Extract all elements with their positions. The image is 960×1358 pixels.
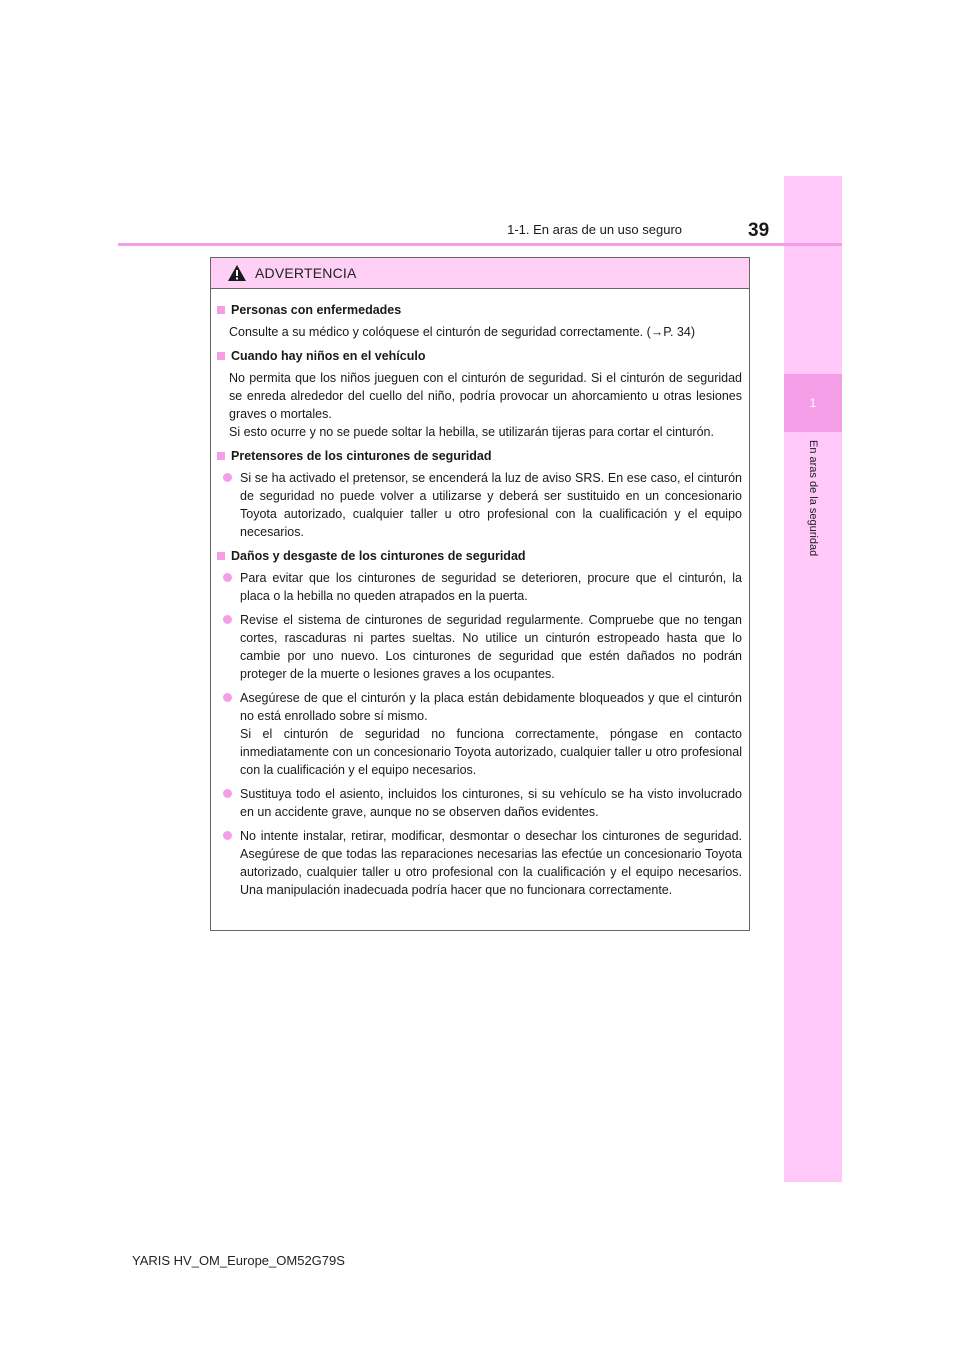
chapter-number-tab: [784, 374, 842, 432]
warning-triangle-icon: [227, 264, 247, 282]
list-item-line: Si el cinturón de seguridad no funciona correctamente, póngase en contacto inmediatamente con un concesionario Toyota autorizado, cualquier taller u otro profesional con la cualificación y el equipo necesarios.: [240, 727, 742, 777]
list-item-text: Revise el sistema de cinturones de seguridad regularmente. Compruebe que no tengan cortes, rascaduras ni partes sueltas. No utilice un cinturón estropeado hasta que lo cambie por uno nuevo. Los cinturones de seguridad que estén dañados no podrán proteger de la muerte o lesiones graves a los ocupantes.: [240, 613, 742, 681]
chapter-title-tab: [790, 440, 836, 580]
page-number: 39: [748, 220, 770, 241]
warning-section: [217, 447, 742, 541]
paragraph: Consulte a su médico y colóquese el cinturón de seguridad correctamente. (→P. 34): [229, 325, 695, 339]
warning-box: [210, 257, 750, 931]
section-title: [217, 547, 742, 565]
square-bullet-icon: [217, 552, 225, 560]
document-id: YARIS HV_OM_Europe_OM52G79S: [132, 1253, 345, 1268]
list-item: [217, 469, 742, 541]
chapter-title: En aras de la seguridad: [807, 440, 819, 557]
warning-header: [211, 258, 749, 289]
list-item-text: Sustituya todo el asiento, incluidos los cinturones, si su vehículo se ha visto involucrado en un accidente grave, aunque no se observen daños evidentes.: [240, 787, 742, 819]
paragraph-line: Si esto ocurre y no se puede soltar la hebilla, se utilizarán tijeras para cortar el cinturón.: [229, 425, 714, 439]
square-bullet-icon: [217, 306, 225, 314]
chapter-side-tab: [784, 176, 842, 1182]
section-title-text: Pretensores de los cinturones de seguridad: [231, 449, 492, 463]
list-item: [217, 689, 742, 779]
section-title: [217, 301, 742, 319]
header-divider: [118, 243, 842, 246]
chapter-number: 1: [809, 396, 817, 410]
list-item-text: No intente instalar, retirar, modificar, desmontar o desechar los cinturones de seguridad. Asegúrese de que todas las reparaciones necesarias las efectúe un concesionario Toyota autorizado, cualquier taller u otro profesional con la cualificación y el equipo necesarios. Una manipulación inadecuada podría hacer que no funcionara correctamente.: [240, 829, 742, 897]
round-bullet-icon: [223, 615, 232, 624]
paragraph: [229, 369, 742, 441]
round-bullet-icon: [223, 573, 232, 582]
round-bullet-icon: [223, 831, 232, 840]
list-item-text: Si se ha activado el pretensor, se encenderá la luz de aviso SRS. En ese caso, el cinturón de seguridad no puede volver a utilizarse y deberá ser sustituido en un concesionario Toyota autorizado, cualquier taller u otro profesional con la cualificación y el equipo necesarios.: [240, 471, 742, 539]
warning-title: ADVERTENCIA: [255, 265, 357, 281]
section-title-text: Daños y desgaste de los cinturones de seguridad: [231, 549, 526, 563]
square-bullet-icon: [217, 452, 225, 460]
list-item: [217, 569, 742, 605]
round-bullet-icon: [223, 693, 232, 702]
warning-section: [217, 301, 742, 341]
list-item: [217, 785, 742, 821]
warning-section: [217, 547, 742, 899]
section-title: [217, 347, 742, 365]
square-bullet-icon: [217, 352, 225, 360]
list-item: [217, 611, 742, 683]
section-title-text: Cuando hay niños en el vehículo: [231, 349, 426, 363]
list-item-line: Asegúrese de que el cinturón y la placa están debidamente bloqueados y que el cinturón no está enrollado sobre sí mismo.: [240, 691, 742, 723]
round-bullet-icon: [223, 789, 232, 798]
section-title: [217, 447, 742, 465]
round-bullet-icon: [223, 473, 232, 482]
section-title-text: Personas con enfermedades: [231, 303, 402, 317]
paragraph-line: No permita que los niños jueguen con el cinturón de seguridad. Si el cinturón de seguridad se enreda alrededor del cuello del niño, podría provocar un ahorcamiento u otras lesiones graves o mortales.: [229, 371, 742, 421]
warning-section: [217, 347, 742, 441]
list-item-text: Para evitar que los cinturones de seguridad se deterioren, procure que el cinturón, la placa o la hebilla no queden atrapados en la puerta.: [240, 571, 742, 603]
section-heading: 1-1. En aras de un uso seguro: [507, 222, 682, 237]
list-item-text: [240, 689, 742, 779]
list-item: [217, 827, 742, 899]
warning-body: [211, 289, 749, 899]
